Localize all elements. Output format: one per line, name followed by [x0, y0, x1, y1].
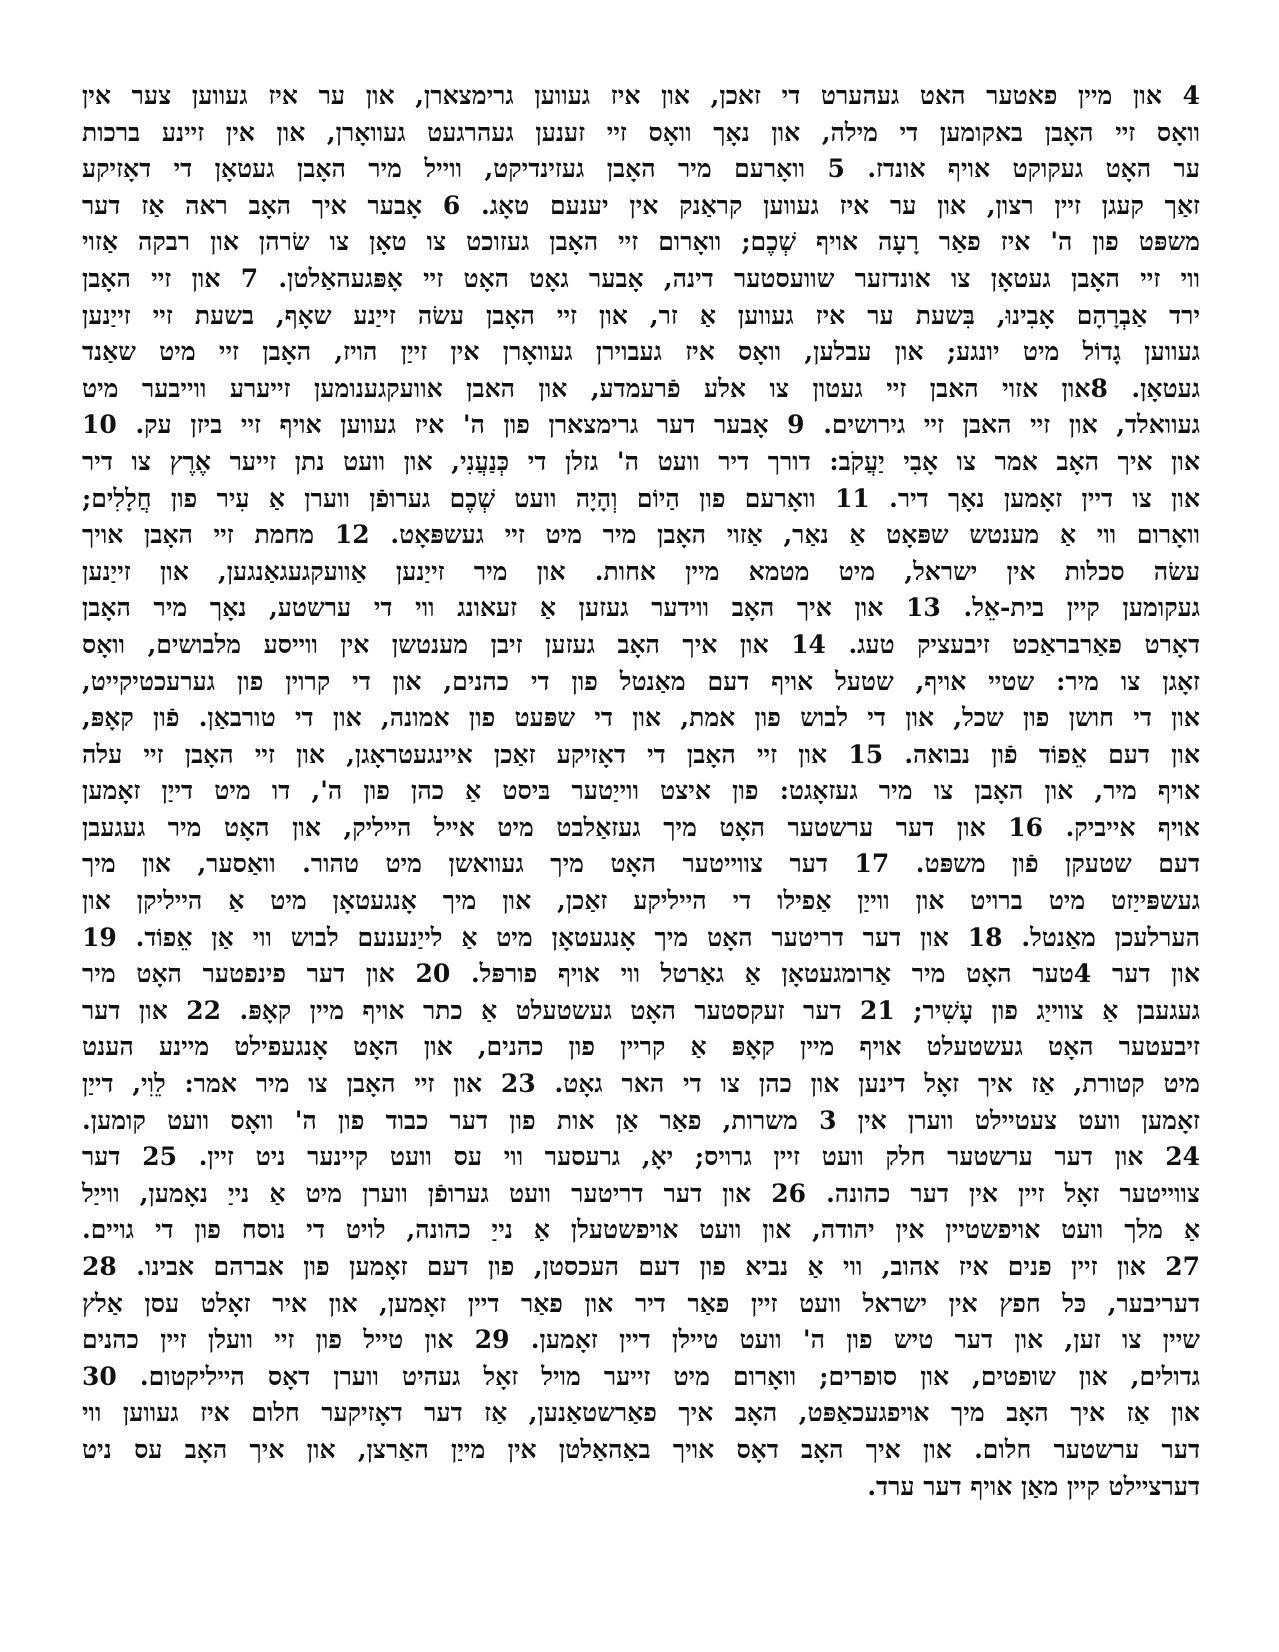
text-line-11: און איך האָב אמר צו אָבִי יַעֲקֹב: דורך דיר וועט ה' גזלן די כְּנַעֲנִי, און וועט נתן זייער אֶרֶץ צו דיר — [82, 446, 1200, 476]
text-line-34: דעריבער, כּל חפץ אין ישראל וועט זיין פאַר דיר און פאַר דיין זאָמען, און איר זאָלט עסן אַלץ — [82, 1288, 1200, 1318]
text-line-32: אַ מלך וועט אויפשטיין אין יהודה, און וועט אויפשטעלן אַ נייַ כהונה, לויט די נוסח פון די גויים. — [82, 1215, 1200, 1245]
text-line-37: און אַז איך האָב מיך אויפגעכאַפּט, האָב איך פאַרשטאַנען, אַז דער דאָזיקער חלום איז געווען ווי — [82, 1398, 1200, 1428]
text-line-12: און צו דיין זאָמען נאָך דיר. 11 וואָרעם פון הַיוֹם וְהָיָה וועט שְׁכֶם גערופֿן ווערן אַ עִיר פון חֲלָלִים; — [82, 483, 1200, 513]
text-line-16: דאָרט פאַרבראַכט זיבעציק טעג. 14 און איך האָב געזען זיבן מענטשן אין ווייסע מלבושים, וואָס — [82, 629, 1200, 659]
text-line-25: און דער 4טער האָט מיר אַרומגעטאָן אַ גאַרטל ווי אויף פורפּל. 20 און דער פינפטער האָט מיר — [82, 959, 1201, 989]
document-page — [82, 78, 1200, 1505]
text-line-13: וואָרום ווי אַ מענטש שפּאָט אַ נאַר, אַזוי האָבן מיר מיט זיי געשפּאָט. 12 מחמת זיי האָבן אויך — [82, 520, 1201, 550]
text-line-15: געקומען קיין בית-אֵל. 13 און איך האָב ווידער געזען אַ זעאונג ווי די ערשטע, נאָך מיר האָבן — [82, 593, 1200, 623]
text-line-28: מיט קטורת, אַז איך זאָל דינען און כהן צו די האר גאָט. 23 און זיי האָבן צו מיר אמר: לֵוִי, דייַן — [82, 1069, 1200, 1099]
text-line-38: דער ערשטער חלום. און איך האָב דאָס אויך באַהאַלטן אין מייַן האַרצן, און איך האָב עס ניט — [82, 1434, 1200, 1464]
text-line-24: הערלעכן מאַנטל. 18 און דער דריטער האָט מיך אָנגעטאָן מיט אַ לייַנענעם לבוש ווי אַן אֵפוֹד. 19 — [82, 922, 1200, 952]
text-line-23: געשפּייַזט מיט ברויט און ווייַן אַפילו די הייליקע זאַכן, און מיך אָנגעטאָן מיט אַ הייליקן און — [82, 886, 1200, 916]
text-line-39: דערציילט קיין מאַן אויף דער ערד. — [867, 1471, 1200, 1501]
text-line-33: 27 און זיין פנים איז אהוב, ווי אַ נביא פון דעם העכסטן, פון דעם זאָמען פון אברהם אבינו. 28 — [82, 1252, 1200, 1281]
text-line-10: געוואלד, און זיי האבן זיי גירושים. 9 אָבער דער גרימצארן פון ה' איז געווען אויף זיי ביזן עק. 10 — [82, 410, 1200, 440]
text-line-18: און די חושן פון שכל, און די לבוש פון אמת, און די שפּעט פון אמונה, און די טורבאַן. פֿון קאָפּ, — [82, 703, 1200, 733]
text-line-1: 4 און מיין פאטער האט געהערט די זאכן, און איז געווען גרימצארן, און ער איז געווען צער אין — [82, 81, 1200, 110]
text-line-30: 24 און דער ערשטער חלק וועט זיין גרויס; יאָ, גרעסער ווי עס וועט קיינער ניט זיין. 25 דער — [82, 1142, 1201, 1172]
text-line-20: אויף מיר, און האָבן צו מיר געזאָגט: פון איצט ווייַטער בּיסט אַ כהן פון ה', דו מיט דייַן זאָמען — [82, 776, 1200, 806]
text-line-17: זאָגן צו מיר: שטיי אויף, שטעל אויף דעם מאַנטל פון די כהנים, און די קרוין פון גערעכטיקייט, — [82, 666, 1200, 696]
text-line-3: ער האָט געקוקט אויף אונדז. 5 וואָרעם מיר האָבן געזינדיקט, ווייל מיר האָבן געטאָן די דאָזיקע — [82, 154, 1200, 184]
text-line-4: זאַך קעגן זיין רצון, און ער איז געווען קראַנק אין יענעם טאָג. 6 אָבער איך האָב ראה אַז דער — [82, 190, 1200, 220]
text-line-35: שיין צו זען, און דער טיש פון ה' וועט טיילן דיין זאָמען. 29 און טייל פון זיי וועלן זיין כהנים — [82, 1325, 1200, 1355]
text-line-5: משפּט פון ה' איז פאַר רָעָה אויף שְׁכֶם; וואָרום זיי האָבן געזוכט צו טאָן צו שׂרהן און רבקה אַזוי — [82, 227, 1200, 257]
text-line-14: עשׂה סכלות אין ישראל, מיט מטמא מיין אחות. און מיר זייַנען אַוועקגעגאַנגען, און זייַנען — [82, 556, 1200, 586]
text-line-29: זאָמען וועט צעטיילט ווערן אין 3 משרות, פאַר אַן אות פון דער כבוד פון ה' וואָס וועט קומען. — [82, 1105, 1200, 1135]
text-line-19: און דעם אֵפוֹד פֿון נבואה. 15 און זיי האָבן די דאָזיקע זאַכן איינגעטראָגן, און זיי האָבן זיי עלה — [82, 739, 1201, 769]
text-line-9: געטאָן. 8און אזוי האבן זיי געטון צו אלע פֿרעמדע, און האבן אוועקגענומען זייערע ווייבער מיט — [82, 373, 1200, 403]
text-line-31: צווייטער זאָל זיין אין דער כהונה. 26 און דער דריטער וועט גערופֿן ווערן מיט אַ נייַ נאָמען, ווייַל — [82, 1178, 1201, 1208]
text-line-36: גדולים, און שופטים, און סופרים; וואָרום מיט זייער מויל זאָל געהיט ווערן דאָס הייליקטום. 30 — [82, 1361, 1200, 1391]
text-line-2: וואָס זיי האָבן באקומען די מילה, און נאָך וואָס זיי זענען געהרגעט געוואָרן, און אין זיינע ברכות — [82, 117, 1200, 147]
text-line-21: אויף אייביק. 16 און דער ערשטער האָט מיך געזאַלבט מיט אייל הייליק, און האָט מיר געגעבן — [82, 812, 1200, 842]
text-line-6: ווי זיי האָבן געטאָן צו אונדזער שוועסטער דינה, אָבער גאָט האָט זיי אָפּגעהאַלטן. 7 און זיי האָבן — [82, 263, 1200, 293]
text-line-27: זיבעטער האָט געשטעלט אויף מיין קאָפּ אַ קריין פון כהנים, און האָט אָנגעפילט מיינע הענט — [82, 1032, 1200, 1062]
text-line-22: דעם שטעקן פֿון משפּט. 17 דער צווייטער האָט מיך געוואשן מיט טהור. וואַסער, און מיך — [82, 849, 1201, 879]
text-line-8: געווען גָדוֹל מיט יונגע; און עבלען, וואָס איז געבוירן געוואָרן אין זייַן הויז, האָבן זיי מיט שאַנד — [82, 337, 1200, 367]
text-line-26: געגעבן אַ צווייַג פון עָשִׁיר; 21 דער זעקסטער האָט געשטעלט אַ כתר אויף מיין קאָפּ. 22 און דער — [82, 995, 1200, 1025]
text-line-7: ירד אַבְרָהָם אָבִינוּ, בִּשעת ער איז געווען אַ זר, און זיי האָבן עשׂה זייַנע שאָף, בשעת זיי זייַנען — [82, 300, 1200, 330]
